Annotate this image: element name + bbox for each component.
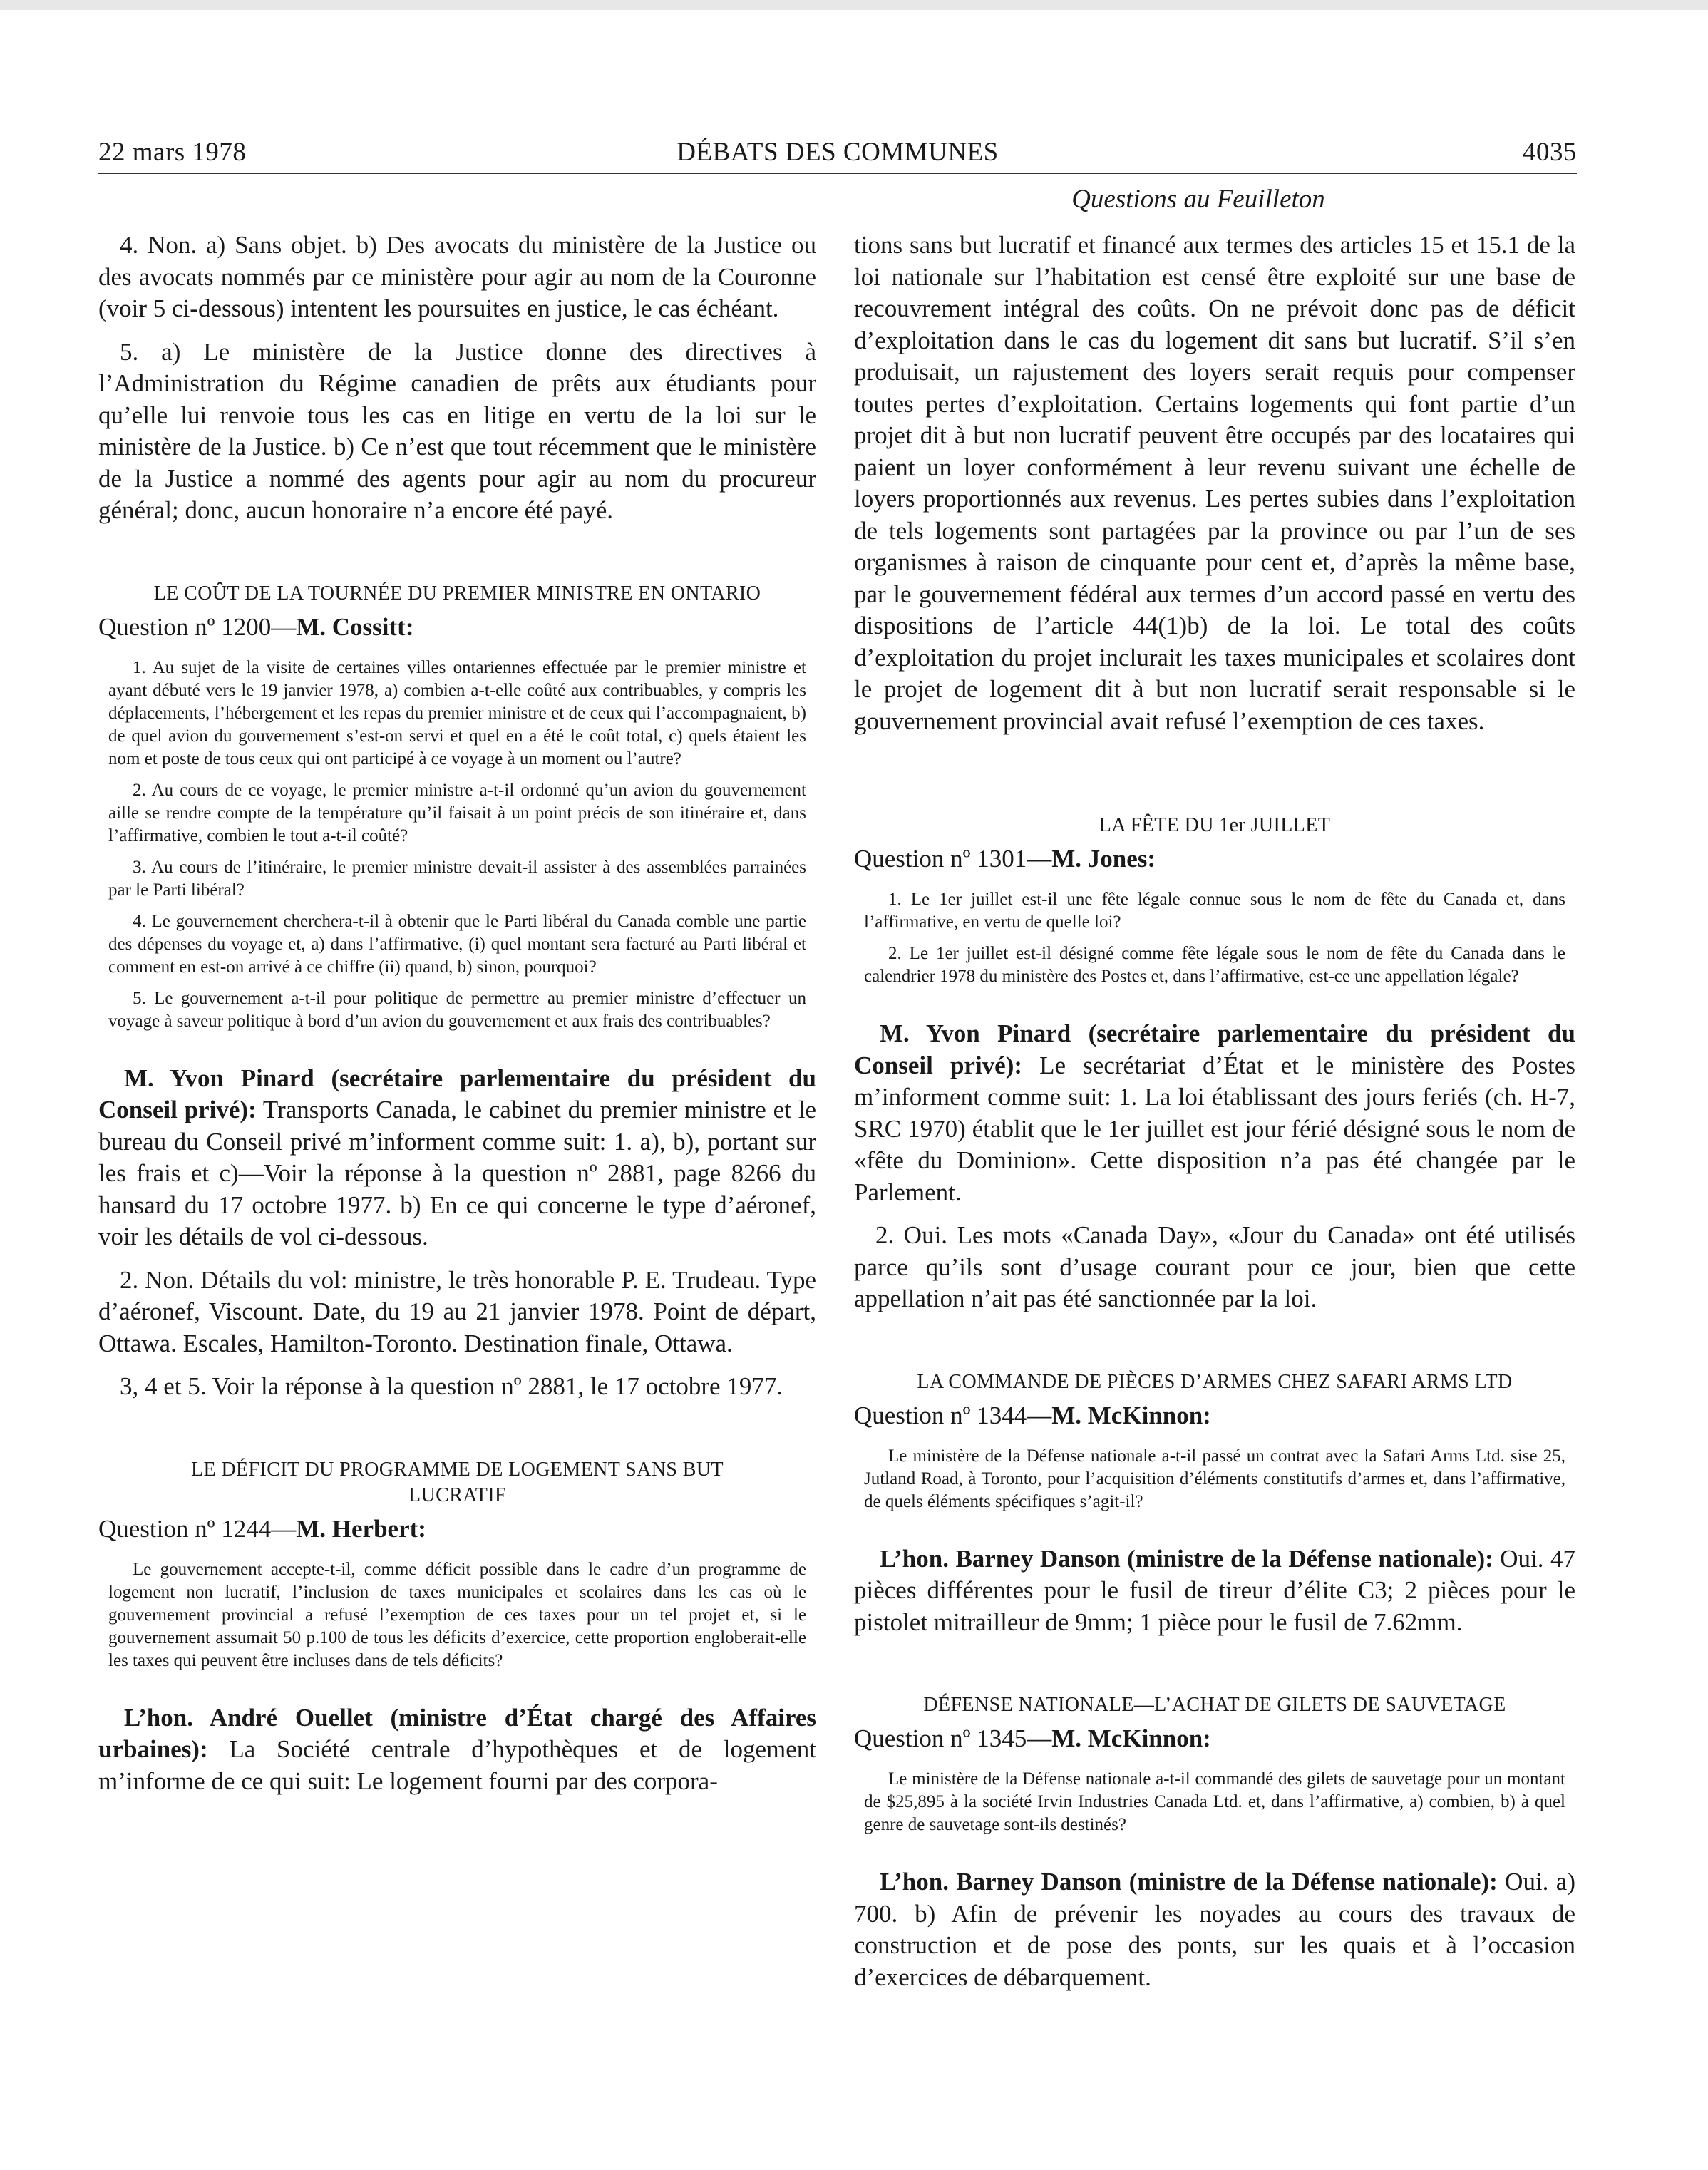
answer-paragraph: 2. Oui. Les mots «Canada Day», «Jour du Canada» ont été utilisés parce qu’ils sont d’usage courant pour ce jour, bien que cette appellation n’ait pas été sanctionnée par la loi. xyxy=(854,1221,1575,1312)
question-line xyxy=(854,843,1575,875)
question-line xyxy=(854,1399,1575,1432)
header-rule xyxy=(98,173,1577,174)
section-heading: LA COMMANDE DE PIÈCES D’ARMES CHEZ SAFARI ARMS LTD xyxy=(917,1370,1513,1393)
question-text: Le ministère de la Défense nationale a-t-il commandé des gilets de sauvetage pour un montant de $25,895 à la société Irvin Industries Canada Ltd. et, dans l’affirmative, a) combien, b) à quel genre de sauvetage sont-ils destinés? xyxy=(864,1769,1565,1834)
speaker-name: M. Yvon Pinard (secrétaire parlementaire du président du Conseil privé): xyxy=(98,1064,816,1123)
section-heading: DÉFENSE NATIONALE—L’ACHAT DE GILETS DE SAUVETAGE xyxy=(923,1694,1506,1716)
section-subtitle: Questions au Feuilleton xyxy=(1071,185,1325,214)
question-number: Question nº 1301— xyxy=(854,845,1052,873)
answer-paragraph: 5. a) Le ministère de la Justice donne des directives à l’Administration du Régime canadien de prêts aux étudiants pour qu’elle lui renvoie tous les cas en litige en vertu de la loi sur le ministère de la Justice. b) Ce n’est que tout récemment que le ministère de la Justice a nommé des agents pour agir au nom du procureur général; donc, aucun honoraire n’a encore été payé. xyxy=(98,337,816,524)
page-number: 4035 xyxy=(1523,138,1577,167)
question-number: Question nº 1344— xyxy=(854,1401,1052,1429)
answer-text: Transports Canada, le cabinet du premier ministre et le bureau du Conseil privé m’informent comme suit: 1. a), b), portant sur les frais et c)—Voir la réponse à la question nº 2881, page 8266 du hansard du 17 octobre 1977. b) En ce qui concerne le type d’aéronef, voir les détails de vol ci-dessous. xyxy=(98,1096,816,1250)
question-member: M. McKinnon: xyxy=(1051,1724,1211,1752)
question-text: 5. Le gouvernement a-t-il pour politique de permettre au premier ministre d’effectuer un voyage à saveur politique à bord d’un avion du gouvernement et aux frais des contribuables? xyxy=(108,988,806,1031)
question-member: M. Jones: xyxy=(1051,845,1156,873)
question-number: Question nº 1345— xyxy=(854,1724,1052,1752)
answer-paragraph: tions sans but lucratif et financé aux termes des articles 15 et 15.1 de la loi nationale sur l’habitation est censé être exploité sur une base de recouvrement intégral des coûts. On ne prévoit donc pas de déficit d’exploitation dans le cas du logement dit sans but lucratif. S’il s’en produisait, un rajustement des loyers serait requis pour compenser toutes pertes d’exploitation. Certains logements qui font partie d’un projet dit à but non lucratif peuvent être occupés par des locataires qui paient un loyer conformément à leur revenu suivant une échelle de loyers proportionnés aux revenus. Les pertes subies dans l’exploitation de tels logements sont partagées par la province ou par l’un de ses organismes à raison de cinquante pour cent et, d’après la même base, par le gouvernement fédéral aux termes d’un accord passé en vertu des dispositions de l’article 44(1)b) de la loi. Le total des coûts d’exploitation du projet inclurait les taxes municipales et scolaires dont le projet de logement dit à but non lucratif serait responsable si le gouvernement provincial avait refusé l’exemption de ces taxes. xyxy=(854,231,1575,735)
answer-paragraph: 4. Non. a) Sans objet. b) Des avocats du ministère de la Justice ou des avocats nommés par ce ministère pour agir au nom de la Couronne (voir 5 ci-dessous) intentent les poursuites en justice, le cas échéant. xyxy=(98,231,816,322)
question-text: Le gouvernement accepte-t-il, comme déficit possible dans le cadre d’un programme de logement non lucratif, l’inclusion de taxes municipales et scolaires dans les cas où le gouvernement provincial a refusé l’exemption de ces taxes pour un tel projet et, si le gouvernement assumait 50 p.100 de tous les déficits d’exercice, cette proportion engloberait-elle les taxes qui peuvent être incluses dans de tels déficits? xyxy=(108,1559,806,1670)
speaker-name: M. Yvon Pinard (secrétaire parlementaire du président du Conseil privé): xyxy=(854,1019,1575,1079)
question-text: Le ministère de la Défense nationale a-t-il passé un contrat avec la Safari Arms Ltd. sise 25, Jutland Road, à Toronto, pour l’acquisition d’éléments constitutifs d’armes et, dans l’affirmative, de quels éléments spécifiques s’agit-il? xyxy=(864,1446,1565,1511)
speaker-name: L’hon. André Ouellet (ministre d’État chargé des Affaires urbaines): xyxy=(98,1703,816,1763)
running-head xyxy=(98,137,1577,171)
header-date: 22 mars 1978 xyxy=(98,138,247,167)
question-text: 2. Le 1er juillet est-il désigné comme fête légale sous le nom de fête du Canada dans le calendrier 1978 du ministère des Postes et, dans l’affirmative, est-ce une appellation légale? xyxy=(864,944,1565,986)
question-number: Question nº 1244— xyxy=(98,1514,297,1543)
section-heading: LE DÉFICIT DU PROGRAMME DE LOGEMENT SANS BUT LUCRATIF xyxy=(191,1458,724,1506)
speaker-name: L’hon. Barney Danson (ministre de la Défense nationale): xyxy=(880,1544,1493,1573)
section-heading: LE COÛT DE LA TOURNÉE DU PREMIER MINISTRE EN ONTARIO xyxy=(153,582,761,605)
question-text: 1. Au sujet de la visite de certaines villes ontariennes effectuée par le premier ministre et ayant débuté vers le 19 janvier 1978, a) combien a-t-elle coûté aux contribuables, y compris les déplacements, l’hébergement et les repas du premier ministre et de ceux qui l’accompagnaient, b) de quel avion du gouvernement s’est-on servi et quel en a été le coût total, c) quels étaient les nom et poste de tous ceux qui ont participé à ce voyage à un moment ou l’autre? xyxy=(108,657,806,768)
right-column xyxy=(854,230,1575,2005)
answer-paragraph xyxy=(854,1543,1575,1639)
answer-text: Oui. a) 700. b) Afin de prévenir les noyades au cours des travaux de construction et de pose des ponts, sur les quais et à l’occasion d’exercices de débarquement. xyxy=(854,1868,1575,1991)
question-member: M. Cossitt: xyxy=(296,612,414,641)
question-member: M. McKinnon: xyxy=(1051,1401,1211,1429)
answer-paragraph: 2. Non. Détails du vol: ministre, le très honorable P. E. Trudeau. Type d’aéronef, Viscount. Date, du 19 au 21 janvier 1978. Point de départ, Ottawa. Escales, Hamilton-Toronto. Destination finale, Ottawa. xyxy=(98,1265,816,1357)
answer-text: La Société centrale d’hypothèques et de logement m’informe de ce qui suit: Le logement fourni par des corpora- xyxy=(98,1735,816,1795)
answer-paragraph xyxy=(98,1063,816,1253)
question-member: M. Herbert: xyxy=(296,1514,426,1543)
question-text: 2. Au cours de ce voyage, le premier ministre a-t-il ordonné qu’un avion du gouvernement aille se rendre compte de la température qu’il faisait à un point précis de son itinéraire et, dans l’affirmative, combien le tout a-t-il coûté? xyxy=(108,780,806,845)
question-text: 1. Le 1er juillet est-il une fête légale connue sous le nom de fête du Canada et, dans l’affirmative, en vertu de quelle loi? xyxy=(864,890,1565,932)
question-line xyxy=(98,1513,816,1546)
speaker-name: L’hon. Barney Danson (ministre de la Défense nationale): xyxy=(880,1868,1498,1896)
answer-paragraph xyxy=(98,1702,816,1798)
answer-text: Le secrétariat d’État et le ministère des Postes m’informent comme suit: 1. La loi établissant des jours feriés (ch. H-7, SRC 1970) établit que le 1er juillet est jour férié désigné sous le nom de «fête du Dominion». Cette disposition n’a pas été changée par le Parlement. xyxy=(854,1051,1575,1206)
scan-top-edge xyxy=(0,0,1708,10)
question-line xyxy=(854,1722,1575,1755)
left-column xyxy=(98,230,816,1809)
answer-paragraph: 3, 4 et 5. Voir la réponse à la question nº 2881, le 17 octobre 1977. xyxy=(120,1372,783,1400)
answer-text: Oui. 47 pièces différentes pour le fusil de tireur d’élite C3; 2 pièces pour le pistolet mitrailleur de 9mm; 1 pièce pour le fusil de 7.62mm. xyxy=(854,1544,1575,1636)
section-heading: LA FÊTE DU 1er JUILLET xyxy=(1099,814,1331,836)
answer-paragraph xyxy=(854,1018,1575,1208)
question-text: 4. Le gouvernement cherchera-t-il à obtenir que le Parti libéral du Canada comble une partie des dépenses du voyage et, a) dans l’affirmative, (i) quel montant sera facturé au Parti libéral et comment en est-on arrivé à ce chiffre (ii) quand, b) sinon, pourquoi? xyxy=(108,911,806,977)
question-text: 3. Au cours de l’itinéraire, le premier ministre devait-il assister à des assemblées parrainées par le Parti libéral? xyxy=(108,857,806,900)
question-number: Question nº 1200— xyxy=(98,612,297,641)
question-line xyxy=(98,611,816,644)
answer-paragraph xyxy=(854,1866,1575,1993)
header-title: DÉBATS DES COMMUNES xyxy=(676,138,999,167)
